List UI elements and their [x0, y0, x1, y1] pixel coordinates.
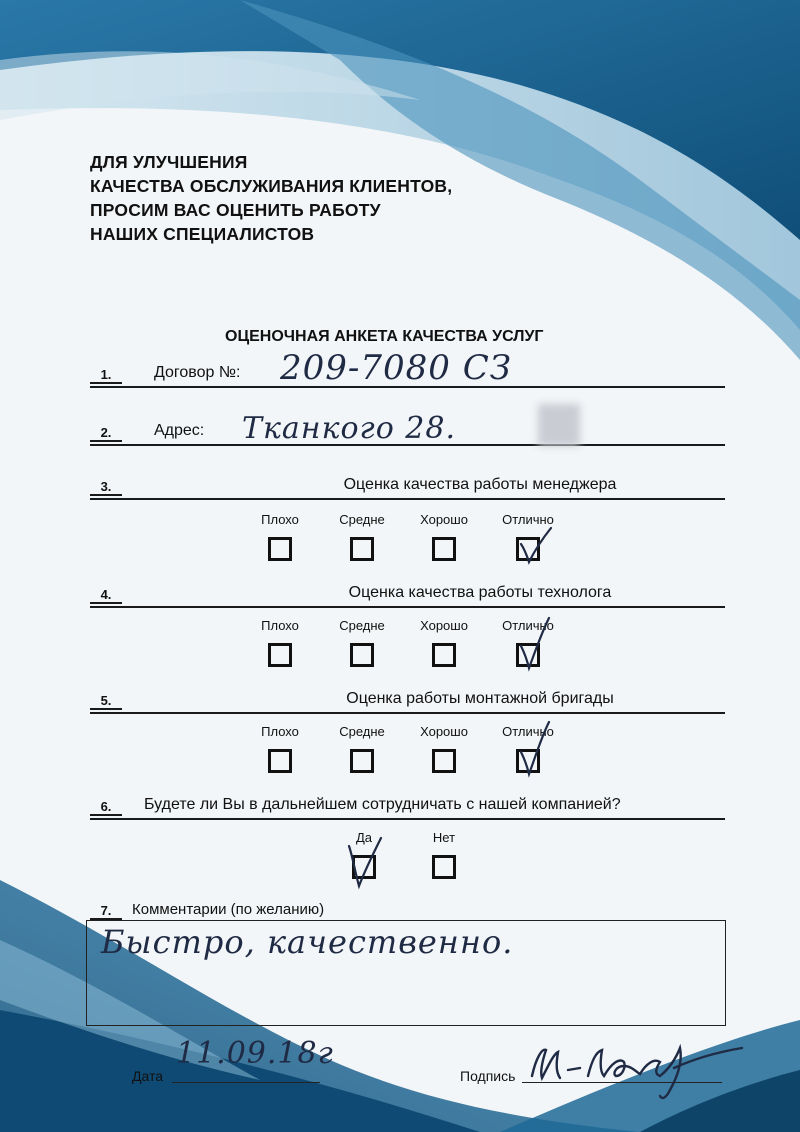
question-1-contract — [90, 348, 725, 388]
option-label: Средне — [339, 724, 385, 739]
installation-rating-options — [240, 724, 580, 784]
option-label: Плохо — [261, 724, 299, 739]
question-6-cooperation — [90, 792, 725, 820]
option-bad[interactable] — [240, 512, 320, 561]
option-bad[interactable] — [240, 618, 320, 667]
checkbox[interactable] — [432, 537, 456, 561]
signature-label: Подпись — [460, 1068, 516, 1084]
checkbox[interactable] — [268, 749, 292, 773]
question-number: 4. — [90, 587, 122, 604]
question-7-comments — [90, 898, 450, 920]
option-bad[interactable] — [240, 724, 320, 773]
option-label: Средне — [339, 512, 385, 527]
signature-image[interactable] — [520, 1028, 750, 1108]
option-label: Плохо — [261, 618, 299, 633]
option-excellent[interactable] — [488, 724, 568, 773]
checkmark-icon — [521, 616, 551, 672]
checkbox[interactable] — [350, 537, 374, 561]
checkbox[interactable] — [350, 643, 374, 667]
option-label: Хорошо — [420, 512, 468, 527]
question-2-address — [90, 411, 725, 446]
option-average[interactable] — [322, 724, 402, 773]
option-label: Да — [355, 830, 373, 845]
cooperation-options — [324, 830, 484, 890]
header-line: КАЧЕСТВА ОБСЛУЖИВАНИЯ КЛИЕНТОВ, — [90, 176, 453, 196]
redacted-address-part — [538, 404, 580, 446]
option-label: Хорошо — [420, 724, 468, 739]
question-label: Оценка работы монтажной бригады — [346, 690, 614, 707]
checkbox-checked[interactable] — [352, 855, 376, 879]
header-line: ПРОСИМ ВАС ОЦЕНИТЬ РАБОТУ — [90, 200, 381, 220]
contract-number-field[interactable]: 209-7080 СЗ — [280, 348, 512, 388]
address-field[interactable]: Тканкого 28. — [242, 411, 457, 446]
question-label: Оценка качества работы менеджера — [343, 476, 617, 493]
question-label: Оценка качества работы технолога — [348, 584, 612, 601]
checkbox[interactable] — [432, 643, 456, 667]
address-label: Адрес: — [154, 422, 205, 439]
checkbox-checked[interactable] — [516, 643, 540, 667]
technologist-rating-options — [240, 618, 580, 678]
question-number: 3. — [90, 479, 122, 496]
form-title: ОЦЕНОЧНАЯ АНКЕТА КАЧЕСТВА УСЛУГ — [225, 328, 544, 345]
option-excellent[interactable] — [488, 618, 568, 667]
question-3-manager — [90, 472, 725, 500]
checkbox[interactable] — [350, 749, 374, 773]
checkbox-checked[interactable] — [516, 749, 540, 773]
checkbox-checked[interactable] — [516, 537, 540, 561]
question-number: 6. — [90, 799, 122, 816]
checkmark-icon — [521, 526, 551, 566]
checkmark-icon — [349, 836, 379, 888]
checkbox[interactable] — [432, 749, 456, 773]
header-line: НАШИХ СПЕЦИАЛИСТОВ — [90, 224, 315, 244]
date-label: Дата — [132, 1068, 164, 1084]
header-line: ДЛЯ УЛУЧШЕНИЯ — [90, 152, 248, 172]
option-good[interactable] — [404, 724, 484, 773]
option-label: Хорошо — [420, 618, 468, 633]
checkmark-icon — [521, 720, 551, 778]
option-label: Отлично — [502, 618, 554, 633]
question-number: 1. — [90, 367, 122, 384]
question-number: 2. — [90, 425, 122, 442]
question-number: 5. — [90, 693, 122, 710]
option-label: Отлично — [502, 724, 554, 739]
option-good[interactable] — [404, 512, 484, 561]
comments-text: Быстро, качественно. — [101, 923, 514, 961]
question-number: 7. — [90, 903, 122, 920]
form-header — [90, 150, 610, 246]
question-label: Будете ли Вы в дальнейшем сотрудничать с нашей компанией? — [144, 796, 621, 813]
option-no[interactable] — [404, 830, 484, 879]
date-field[interactable]: 11.09.18г — [176, 1036, 334, 1071]
option-label: Плохо — [261, 512, 299, 527]
option-yes[interactable] — [324, 830, 404, 879]
contract-label: Договор №: — [154, 364, 241, 381]
option-label: Средне — [339, 618, 385, 633]
question-4-technologist — [90, 580, 725, 608]
option-label: Отлично — [502, 512, 554, 527]
option-average[interactable] — [322, 512, 402, 561]
date-line — [172, 1082, 320, 1083]
option-excellent[interactable] — [488, 512, 568, 561]
checkbox[interactable] — [268, 643, 292, 667]
question-label: Комментарии (по желанию) — [132, 901, 325, 918]
option-good[interactable] — [404, 618, 484, 667]
comments-box[interactable] — [86, 920, 726, 1026]
checkbox[interactable] — [268, 537, 292, 561]
option-average[interactable] — [322, 618, 402, 667]
question-5-installation-team — [90, 686, 725, 714]
checkbox[interactable] — [432, 855, 456, 879]
option-label: Нет — [432, 830, 456, 845]
manager-rating-options — [240, 512, 580, 572]
